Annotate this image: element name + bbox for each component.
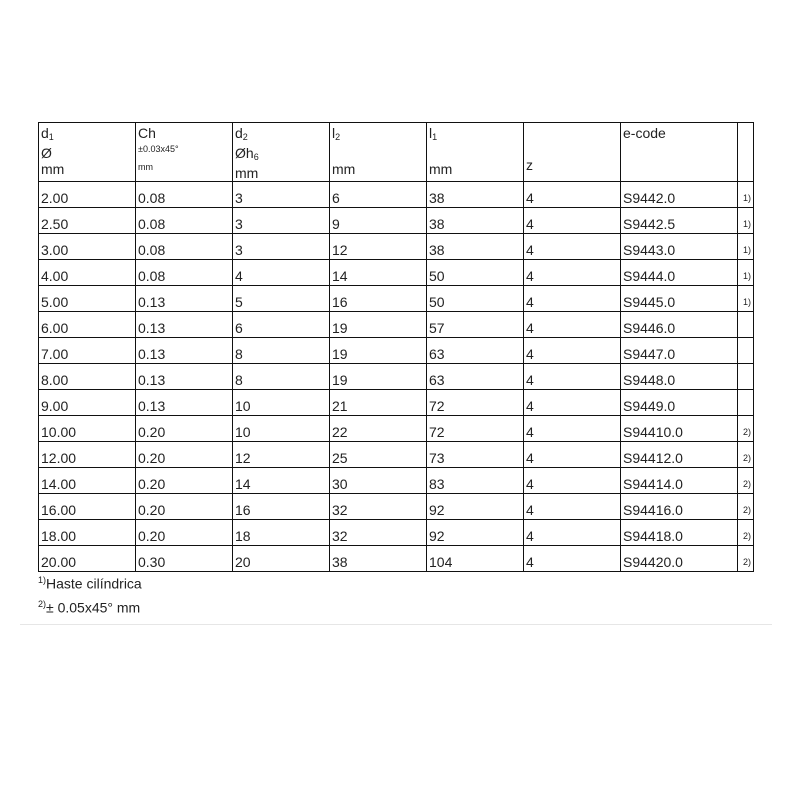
cell-z: 4	[524, 234, 621, 260]
cell-l1: 38	[427, 234, 524, 260]
table-row	[39, 390, 754, 416]
cell-d2: 10	[233, 390, 330, 416]
cell-z: 4	[524, 546, 621, 572]
cell-note: 2)	[738, 546, 754, 572]
cell-ecode: S9448.0	[621, 364, 738, 390]
cell-z: 4	[524, 468, 621, 494]
header-d1: $d_1$ Ø mm	[39, 123, 136, 182]
table-row	[39, 468, 754, 494]
cell-l2: 32	[330, 520, 427, 546]
table-row	[39, 312, 754, 338]
cell-l1: 63	[427, 364, 524, 390]
cell-z: 4	[524, 286, 621, 312]
cell-ecode: S94416.0	[621, 494, 738, 520]
cell-d2: 10	[233, 416, 330, 442]
cell-ecode: S9444.0	[621, 260, 738, 286]
cell-l1: 104	[427, 546, 524, 572]
cell-d2: 20	[233, 546, 330, 572]
table-row	[39, 364, 754, 390]
cell-d1: 6.00	[39, 312, 136, 338]
divider	[20, 624, 772, 625]
header-l1: $l_1$ mm	[427, 123, 524, 182]
cell-note	[738, 364, 754, 390]
cell-l2: 19	[330, 364, 427, 390]
cell-ch: 0.13	[136, 364, 233, 390]
cell-d2: 18	[233, 520, 330, 546]
cell-d1: 14.00	[39, 468, 136, 494]
cell-l1: 57	[427, 312, 524, 338]
cell-d1: 4.00	[39, 260, 136, 286]
cell-l1: 63	[427, 338, 524, 364]
cell-l1: 92	[427, 520, 524, 546]
table-row	[39, 260, 754, 286]
cell-note: 2)	[738, 442, 754, 468]
cell-ecode: S94412.0	[621, 442, 738, 468]
cell-d2: 16	[233, 494, 330, 520]
cell-l2: 25	[330, 442, 427, 468]
table-row	[39, 286, 754, 312]
table-row	[39, 416, 754, 442]
cell-l2: 14	[330, 260, 427, 286]
cell-l1: 72	[427, 416, 524, 442]
footnotes	[38, 570, 142, 617]
cell-ecode: S9449.0	[621, 390, 738, 416]
cell-l1: 73	[427, 442, 524, 468]
cell-note	[738, 390, 754, 416]
footnote-2: $^{2)}$± 0.05x45° mm	[38, 598, 141, 616]
cell-d1: 20.00	[39, 546, 136, 572]
cell-d2: 3	[233, 234, 330, 260]
cell-l2: 19	[330, 338, 427, 364]
table-row	[39, 494, 754, 520]
cell-note: 2)	[738, 520, 754, 546]
cell-d2: 12	[233, 442, 330, 468]
cell-l2: 30	[330, 468, 427, 494]
cell-note: 1)	[738, 260, 754, 286]
cell-note: 1)	[738, 286, 754, 312]
cell-note: 2)	[738, 468, 754, 494]
cell-note: 2)	[738, 416, 754, 442]
cell-ecode: S94418.0	[621, 520, 738, 546]
cell-d1: 9.00	[39, 390, 136, 416]
cell-ecode: S94420.0	[621, 546, 738, 572]
cell-ch: 0.08	[136, 234, 233, 260]
cell-ch: 0.13	[136, 312, 233, 338]
cell-l2: 32	[330, 494, 427, 520]
cell-d1: 8.00	[39, 364, 136, 390]
cell-ch: 0.30	[136, 546, 233, 572]
cell-d1: 12.00	[39, 442, 136, 468]
cell-l2: 19	[330, 312, 427, 338]
cell-z: 4	[524, 338, 621, 364]
cell-ch: 0.20	[136, 468, 233, 494]
cell-l2: 6	[330, 182, 427, 208]
cell-note	[738, 312, 754, 338]
cell-l1: 50	[427, 286, 524, 312]
cell-ch: 0.20	[136, 442, 233, 468]
cell-z: 4	[524, 494, 621, 520]
table-row	[39, 208, 754, 234]
cell-ecode: S9445.0	[621, 286, 738, 312]
cell-z: 4	[524, 390, 621, 416]
table-row	[39, 520, 754, 546]
cell-d1: 10.00	[39, 416, 136, 442]
cell-d1: 2.50	[39, 208, 136, 234]
cell-ch: 0.13	[136, 390, 233, 416]
cell-l2: 16	[330, 286, 427, 312]
cell-ecode: S94410.0	[621, 416, 738, 442]
cell-ecode: S9443.0	[621, 234, 738, 260]
table-row	[39, 338, 754, 364]
cell-z: 4	[524, 312, 621, 338]
cell-d1: 3.00	[39, 234, 136, 260]
cell-ch: 0.13	[136, 338, 233, 364]
cell-note: 1)	[738, 182, 754, 208]
cell-note: 1)	[738, 234, 754, 260]
header-note	[738, 123, 754, 182]
cell-l1: 92	[427, 494, 524, 520]
cell-l1: 72	[427, 390, 524, 416]
footnote-1: $^{1)}$Haste cilíndrica	[38, 575, 142, 592]
cell-d1: 2.00	[39, 182, 136, 208]
cell-ecode: S9442.5	[621, 208, 738, 234]
cell-l1: 83	[427, 468, 524, 494]
cell-l1: 50	[427, 260, 524, 286]
cell-ecode: S9442.0	[621, 182, 738, 208]
cell-l1: 38	[427, 182, 524, 208]
cell-d1: 16.00	[39, 494, 136, 520]
cell-z: 4	[524, 364, 621, 390]
table-row	[39, 546, 754, 572]
cell-d1: 5.00	[39, 286, 136, 312]
cell-z: 4	[524, 182, 621, 208]
cell-d1: 7.00	[39, 338, 136, 364]
cell-note	[738, 338, 754, 364]
cell-l2: 12	[330, 234, 427, 260]
cell-ecode: S9446.0	[621, 312, 738, 338]
spec-table	[38, 122, 754, 572]
header-ch: Ch ±0.03x45° mm	[136, 123, 233, 182]
header-ecode: e-code	[621, 123, 738, 182]
header-row	[39, 123, 754, 182]
cell-l2: 22	[330, 416, 427, 442]
cell-ecode: S9447.0	[621, 338, 738, 364]
header-l2: $l_2$ mm	[330, 123, 427, 182]
cell-note: 2)	[738, 494, 754, 520]
cell-ch: 0.08	[136, 182, 233, 208]
cell-z: 4	[524, 260, 621, 286]
cell-d2: 6	[233, 312, 330, 338]
cell-d1: 18.00	[39, 520, 136, 546]
table-row	[39, 182, 754, 208]
table-row	[39, 234, 754, 260]
cell-ecode: S94414.0	[621, 468, 738, 494]
cell-note: 1)	[738, 208, 754, 234]
cell-d2: 14	[233, 468, 330, 494]
cell-d2: 8	[233, 364, 330, 390]
cell-d2: 4	[233, 260, 330, 286]
header-d2: $d_2$ $Øh_6$ mm	[233, 123, 330, 182]
cell-d2: 3	[233, 208, 330, 234]
cell-d2: 5	[233, 286, 330, 312]
cell-d2: 3	[233, 182, 330, 208]
cell-z: 4	[524, 208, 621, 234]
cell-ch: 0.08	[136, 260, 233, 286]
cell-l2: 38	[330, 546, 427, 572]
cell-z: 4	[524, 416, 621, 442]
cell-ch: 0.13	[136, 286, 233, 312]
cell-l2: 9	[330, 208, 427, 234]
cell-z: 4	[524, 520, 621, 546]
cell-ch: 0.20	[136, 520, 233, 546]
cell-l1: 38	[427, 208, 524, 234]
cell-ch: 0.08	[136, 208, 233, 234]
cell-ch: 0.20	[136, 494, 233, 520]
header-z: z	[524, 123, 621, 182]
cell-ch: 0.20	[136, 416, 233, 442]
cell-z: 4	[524, 442, 621, 468]
table-row	[39, 442, 754, 468]
cell-d2: 8	[233, 338, 330, 364]
cell-l2: 21	[330, 390, 427, 416]
